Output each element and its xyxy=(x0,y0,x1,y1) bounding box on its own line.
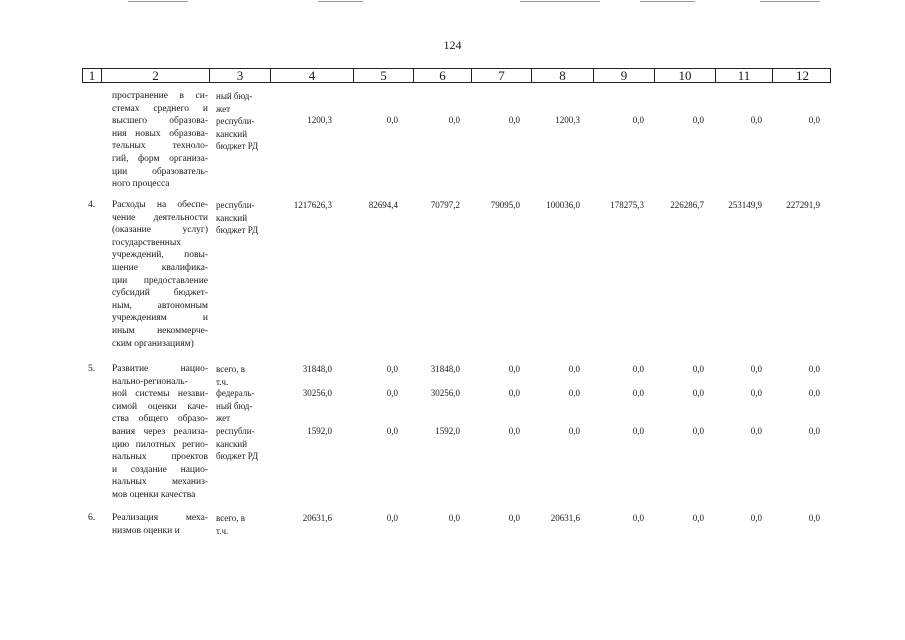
header-col-1: 1 xyxy=(83,69,102,82)
value-cell: 0,0 xyxy=(750,426,762,436)
description-line: гий, форм организа- xyxy=(112,153,208,164)
value-cell: 253149,9 xyxy=(728,200,762,210)
value-cell: 0,0 xyxy=(448,513,460,523)
scan-artifact xyxy=(318,1,363,2)
description-line: ного процесса xyxy=(112,179,170,190)
value-cell: 0,0 xyxy=(750,388,762,398)
header-col-9: 9 xyxy=(594,69,655,82)
description-line: Развитие нацио- xyxy=(112,364,208,374)
value-cell: 1592,0 xyxy=(307,426,332,436)
row-number: 4. xyxy=(88,200,96,210)
header-col-12: 12 xyxy=(796,68,809,83)
value-cell: 1217626,3 xyxy=(293,200,332,210)
value-cell: 0,0 xyxy=(568,364,580,374)
value-cell: 0,0 xyxy=(692,388,704,398)
header-col-8: 8 xyxy=(532,69,594,82)
description-line: субсидий бюджет- xyxy=(112,288,208,299)
value-cell: 0,0 xyxy=(386,426,398,436)
value-cell: 0,0 xyxy=(808,364,820,374)
description-line: государственных xyxy=(112,237,182,248)
value-cell: 178275,3 xyxy=(610,200,644,210)
row-funding-source: всего, в т.ч. xyxy=(216,513,246,536)
value-cell: 31848,0 xyxy=(302,364,332,374)
value-cell: 0,0 xyxy=(386,513,398,523)
header-col-3: 3 xyxy=(210,69,271,82)
value-cell: 0,0 xyxy=(808,426,820,436)
row-number: 6. xyxy=(88,513,96,523)
value-cell: 0,0 xyxy=(632,364,644,374)
description-line: нально-региональ- xyxy=(112,376,188,387)
description-line: и создание нацио- xyxy=(112,464,208,475)
row-funding-source: республи- канский бюджет РД xyxy=(216,116,259,152)
value-cell: 30256,0 xyxy=(302,388,332,398)
scan-artifact xyxy=(640,1,695,2)
header-col-4: 4 xyxy=(271,69,354,82)
value-cell: 0,0 xyxy=(448,115,460,125)
value-cell: 0,0 xyxy=(386,364,398,374)
value-cell: 0,0 xyxy=(508,388,520,398)
value-cell: 0,0 xyxy=(750,115,762,125)
value-cell: 0,0 xyxy=(632,388,644,398)
description-line: учреждений, повы- xyxy=(112,250,208,261)
value-cell: 0,0 xyxy=(750,364,762,374)
description-line: ции образователь- xyxy=(112,166,208,177)
value-cell: 0,0 xyxy=(808,115,820,125)
description-line: ции предоставление xyxy=(112,275,208,286)
scan-artifact xyxy=(520,1,600,2)
value-cell: 20631,6 xyxy=(302,513,332,523)
row-description xyxy=(112,512,208,537)
value-cell: 0,0 xyxy=(508,513,520,523)
row-description xyxy=(112,199,208,350)
description-line: цию пилотных регио- xyxy=(112,439,208,450)
value-cell: 0,0 xyxy=(508,115,520,125)
value-cell: 100036,0 xyxy=(546,200,580,210)
value-cell: 0,0 xyxy=(808,513,820,523)
description-line: ной системы незави- xyxy=(112,389,208,400)
value-cell: 227291,9 xyxy=(786,200,820,210)
value-cell: 0,0 xyxy=(632,513,644,523)
value-cell: 20631,6 xyxy=(550,513,580,523)
value-cell: 0,0 xyxy=(692,115,704,125)
description-line: вания через реализа- xyxy=(112,426,208,437)
table-header-row xyxy=(82,68,831,83)
row-funding-source: ный бюд- жет xyxy=(216,91,253,114)
page-number: 124 xyxy=(443,38,462,52)
value-cell: 30256,0 xyxy=(430,388,460,398)
header-col-11: 11 xyxy=(716,69,773,82)
value-cell: 0,0 xyxy=(808,388,820,398)
scan-artifact xyxy=(128,1,188,2)
value-cell: 1592,0 xyxy=(435,426,460,436)
description-line: мов оценки качества xyxy=(112,489,196,500)
value-cell: 0,0 xyxy=(692,364,704,374)
description-line: чение деятельности xyxy=(112,212,208,223)
value-cell: 0,0 xyxy=(386,115,398,125)
row-funding-source: всего, в т.ч. xyxy=(216,364,246,387)
description-line: ским организациям) xyxy=(112,338,194,349)
row-description xyxy=(112,90,208,191)
description-line: ния новых образова- xyxy=(112,128,208,139)
row-funding-source: республи- канский бюджет РД xyxy=(216,200,259,236)
description-line: стемах среднего и xyxy=(112,103,208,114)
value-cell: 0,0 xyxy=(692,513,704,523)
description-line: иным некоммерче- xyxy=(112,325,208,336)
description-line: Расходы на обеспе- xyxy=(112,200,208,210)
description-line: нальных механиз- xyxy=(112,477,208,488)
value-cell: 1200,3 xyxy=(307,115,332,125)
value-cell: 1200,3 xyxy=(555,115,580,125)
description-line: симой оценки каче- xyxy=(112,401,208,412)
description-line: тельных техноло- xyxy=(112,141,208,152)
row-funding-source: федераль- ный бюд- жет xyxy=(216,388,255,424)
value-cell: 31848,0 xyxy=(430,364,460,374)
description-line: нальных проектов xyxy=(112,452,208,463)
header-col-7: 7 xyxy=(472,69,532,82)
header-col-2: 2 xyxy=(102,69,210,82)
value-cell: 0,0 xyxy=(632,115,644,125)
value-cell: 0,0 xyxy=(632,426,644,436)
value-cell: 0,0 xyxy=(750,513,762,523)
value-cell: 226286,7 xyxy=(670,200,704,210)
value-cell: 70797,2 xyxy=(430,200,460,210)
description-line: ным, автономным xyxy=(112,300,208,311)
description-line: учреждениям и xyxy=(112,313,208,324)
value-cell: 0,0 xyxy=(508,426,520,436)
row-description xyxy=(112,363,208,502)
description-line: пространение в си- xyxy=(112,91,208,101)
header-col-6: 6 xyxy=(414,69,472,82)
value-cell: 0,0 xyxy=(508,364,520,374)
description-line: (оказание услуг) xyxy=(112,225,208,236)
description-line: низмов оценки и xyxy=(112,525,180,536)
description-line: Реализация меха- xyxy=(112,513,208,523)
header-col-10: 10 xyxy=(655,69,716,82)
value-cell: 79095,0 xyxy=(490,200,520,210)
value-cell: 0,0 xyxy=(568,426,580,436)
value-cell: 82694,4 xyxy=(368,200,398,210)
value-cell: 0,0 xyxy=(568,388,580,398)
row-number: 5. xyxy=(88,364,96,374)
scan-artifact xyxy=(760,1,820,2)
value-cell: 0,0 xyxy=(692,426,704,436)
row-funding-source: республи- канский бюджет РД xyxy=(216,426,259,462)
description-line: ства общего образо- xyxy=(112,414,208,425)
header-col-5: 5 xyxy=(354,69,414,82)
description-line: шение квалифика- xyxy=(112,262,208,273)
value-cell: 0,0 xyxy=(386,388,398,398)
description-line: высшего образова- xyxy=(112,116,208,127)
